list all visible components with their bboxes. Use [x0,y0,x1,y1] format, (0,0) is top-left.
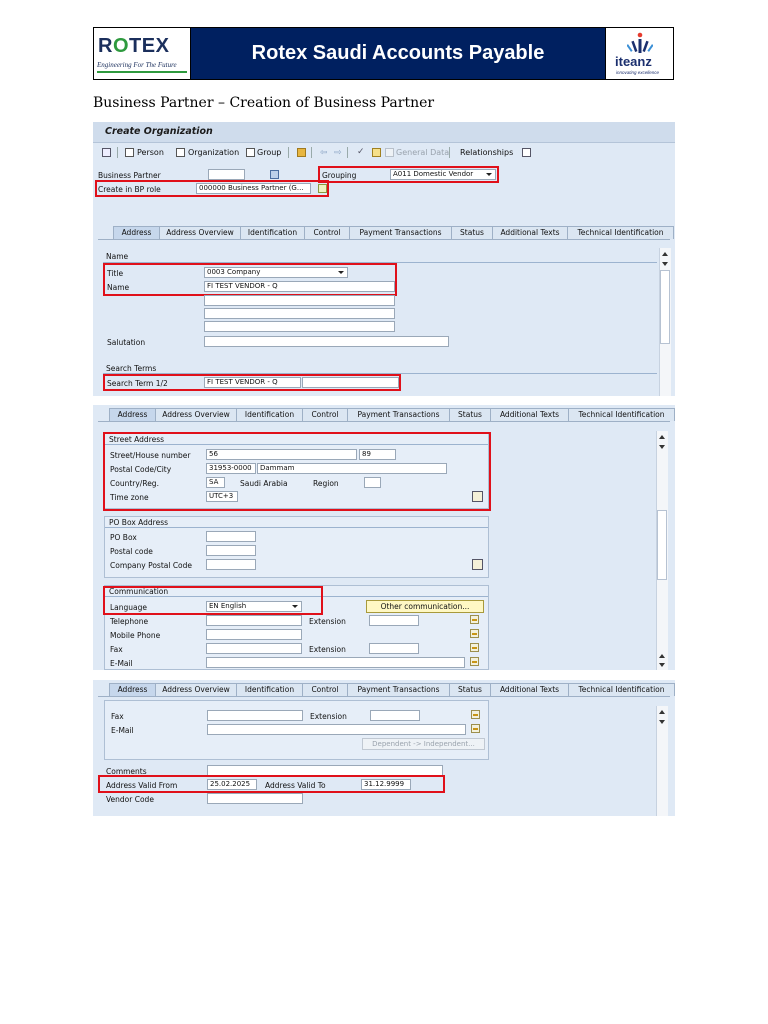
country-name: Saudi Arabia [240,479,288,488]
search-term-label: Search Term 1/2 [107,379,168,388]
other-communication-button[interactable]: Other communication... [366,600,484,613]
tab-address-overview[interactable]: Address Overview [159,226,241,239]
street-address-title: Street Address [109,435,165,444]
tab-address-overview[interactable]: Address Overview [155,683,237,696]
language-dropdown[interactable]: EN English [206,601,302,612]
toolbar-separator [449,147,450,158]
tab-address[interactable]: Address [113,226,160,239]
telephone-more-icon[interactable] [470,615,479,624]
arrow-left-icon[interactable]: ⇦ [320,148,328,158]
name-input-1[interactable]: FI TEST VENDOR - Q [204,281,395,292]
name-input-4[interactable] [204,321,395,332]
email-more-icon[interactable] [470,657,479,666]
search-term-1-input[interactable]: FI TEST VENDOR - Q [204,377,301,388]
language-label: Language [110,603,148,612]
rotex-logo-underline [97,71,187,73]
grouping-highlight-box [318,166,499,183]
po-postal-code-input[interactable] [206,545,256,556]
tab-technical-identification[interactable]: Technical Identification [568,683,675,696]
country-input[interactable]: SA [206,477,225,488]
fax-extension-input[interactable] [369,643,419,654]
vendor-code-input[interactable] [207,793,303,804]
title-dropdown[interactable]: 0003 Company [204,267,348,278]
business-partner-input[interactable] [208,169,245,180]
tab-address[interactable]: Address [109,408,156,421]
fax-more-icon[interactable] [470,643,479,652]
po-box-divider [105,527,488,528]
business-partner-label: Business Partner [98,171,161,180]
fax-extension-input[interactable] [370,710,420,721]
tab-payment-transactions[interactable]: Payment Transactions [347,683,450,696]
telephone-input[interactable] [206,615,302,626]
organization-doc-icon [176,148,185,157]
open-folder-icon[interactable] [297,148,306,157]
timezone-label: Time zone [110,493,149,502]
tab-technical-identification[interactable]: Technical Identification [568,408,675,421]
toolbar-separator [347,147,348,158]
bp-role-label: Create in BP role [98,185,161,194]
postal-city-label: Postal Code/City [110,465,172,474]
city-input[interactable]: Dammam [257,463,447,474]
name-input-2[interactable] [204,295,395,306]
rotex-logo [94,28,191,79]
scroll-down-icon[interactable] [659,445,665,449]
mobile-more-icon[interactable] [470,629,479,638]
tab-baseline [98,421,670,422]
section-heading: Business Partner – Creation of Business Partner [93,95,435,111]
scroll-down-icon[interactable] [659,720,665,724]
salutation-input[interactable] [204,336,449,347]
bp-role-input[interactable]: 000000 Business Partner (G... [196,183,311,194]
validity-highlight-box [98,775,445,793]
language-highlight-box [103,586,323,615]
telephone-extension-label: Extension [309,617,346,626]
email-input[interactable] [207,724,466,735]
group-doc-icon [246,148,255,157]
email-label: E-Mail [110,659,133,668]
fax-input[interactable] [207,710,303,721]
scroll-thumb[interactable] [660,270,670,344]
person-doc-icon [125,148,134,157]
tab-additional-texts[interactable]: Additional Texts [490,408,569,421]
street-label: Street/House number [110,451,191,460]
country-label: Country/Reg. [110,479,159,488]
address-valid-from-input[interactable]: 25.02.2025 [207,779,257,790]
dependent-independent-button[interactable]: Dependent -> Independent... [362,738,485,750]
tab-control[interactable]: Control [302,408,348,421]
tab-additional-texts[interactable]: Additional Texts [492,226,568,239]
scroll-up-icon[interactable] [662,252,668,256]
rotex-tagline: Engineering For The Future [97,61,177,69]
tab-control[interactable]: Control [304,226,350,239]
tab-baseline [98,239,670,240]
scroll-bottom-up-icon[interactable] [659,654,665,658]
fax-label: Fax [110,645,123,654]
toolbar-separator [288,147,289,158]
tab-identification[interactable]: Identification [236,683,303,696]
scroll-up-icon[interactable] [659,435,665,439]
toolbar-separator [117,147,118,158]
address-valid-from-label: Address Valid From [106,781,178,790]
relationships-button[interactable]: Relationships [460,148,514,157]
telephone-label: Telephone [110,617,149,626]
iteanz-mark-icon [627,32,653,54]
po-postal-code-label: Postal code [110,547,153,556]
name-label: Name [107,283,130,292]
tab-strip [98,683,675,696]
telephone-extension-input[interactable] [369,615,419,626]
street-address-highlight-box [103,432,491,511]
email-label: E-Mail [111,726,134,735]
scroll-bottom-down-icon[interactable] [659,663,665,667]
title-label: Title [107,269,124,278]
iteanz-logo [605,28,673,79]
tab-status[interactable]: Status [449,408,491,421]
arrow-right-icon[interactable]: ⇨ [334,148,342,158]
tab-baseline [98,696,670,697]
mobile-input[interactable] [206,629,302,640]
where-used-icon[interactable] [372,148,381,157]
organization-button[interactable]: Organization [188,148,240,157]
region-label: Region [313,479,339,488]
tab-strip [98,408,675,421]
bp-role-highlight-box [95,180,329,197]
check-icon[interactable]: ✓ [357,147,365,157]
fax-input[interactable] [206,643,302,654]
address-valid-to-label: Address Valid To [265,781,326,790]
scroll-down-icon[interactable] [662,262,668,266]
email-input[interactable] [206,657,465,668]
search-term-highlight-box [103,374,401,391]
address-valid-to-input[interactable]: 31.12.9999 [361,779,411,790]
group-button[interactable]: Group [257,148,282,157]
name-section-title: Name [106,252,129,261]
tab-technical-identification[interactable]: Technical Identification [567,226,674,239]
grouping-dropdown[interactable]: A011 Domestic Vendor [390,169,496,180]
document-header [93,27,674,80]
toolbar-separator [311,147,312,158]
tab-address[interactable]: Address [109,683,156,696]
person-button[interactable]: Person [137,148,164,157]
vendor-code-label: Vendor Code [106,795,154,804]
sap-create-organization-screen [93,122,675,396]
company-postal-code-input[interactable] [206,559,256,570]
tab-strip [98,226,675,239]
general-data-button[interactable]: General Data [396,148,450,157]
tab-additional-texts[interactable]: Additional Texts [490,683,569,696]
po-box-title: PO Box Address [109,518,169,527]
fax-extension-label: Extension [310,712,347,721]
fax-label: Fax [111,712,124,721]
comments-label: Comments [106,767,147,776]
tab-status[interactable]: Status [449,683,491,696]
email-more-icon[interactable] [471,724,480,733]
company-postal-code-label: Company Postal Code [110,561,193,570]
po-box-detail-icon[interactable] [472,559,483,570]
tab-address-overview[interactable]: Address Overview [155,408,237,421]
po-box-label: PO Box [110,533,137,542]
timezone-input[interactable]: UTC+3 [206,491,238,502]
scroll-thumb[interactable] [657,510,667,580]
document-title: Rotex Saudi Accounts Payable [191,28,605,79]
house-number-input[interactable]: 89 [359,449,396,460]
search-help-icon[interactable] [270,170,279,179]
tab-identification[interactable]: Identification [240,226,305,239]
name-highlight-box [103,263,397,296]
general-data-icon [385,148,394,157]
fax-more-icon[interactable] [471,710,480,719]
tab-control[interactable]: Control [302,683,348,696]
grouping-label: Grouping [322,171,357,180]
tab-payment-transactions[interactable]: Payment Transactions [347,408,450,421]
tab-identification[interactable]: Identification [236,408,303,421]
relationship-chart-icon[interactable] [522,148,531,157]
window-title: Create Organization [105,126,213,137]
rotex-logo-text: ROTEX [98,35,170,57]
fax-extension-label: Extension [309,645,346,654]
street-input[interactable]: 56 [206,449,357,460]
display-change-icon[interactable] [102,148,111,157]
iteanz-tagline: innovating excellence [616,70,660,75]
tab-payment-transactions[interactable]: Payment Transactions [349,226,452,239]
postal-code-input[interactable]: 31953-0000 [206,463,256,474]
tab-status[interactable]: Status [451,226,493,239]
mobile-label: Mobile Phone [110,631,161,640]
scroll-up-icon[interactable] [659,710,665,714]
name-input-3[interactable] [204,308,395,319]
iteanz-logo-text: iteanz [615,54,652,69]
communication-title: Communication [109,587,169,596]
sap-address-tab-screen [93,405,675,670]
sap-address-validity-screen [93,680,675,816]
search-terms-title: Search Terms [106,364,157,373]
salutation-label: Salutation [107,338,146,347]
po-box-input[interactable] [206,531,256,542]
